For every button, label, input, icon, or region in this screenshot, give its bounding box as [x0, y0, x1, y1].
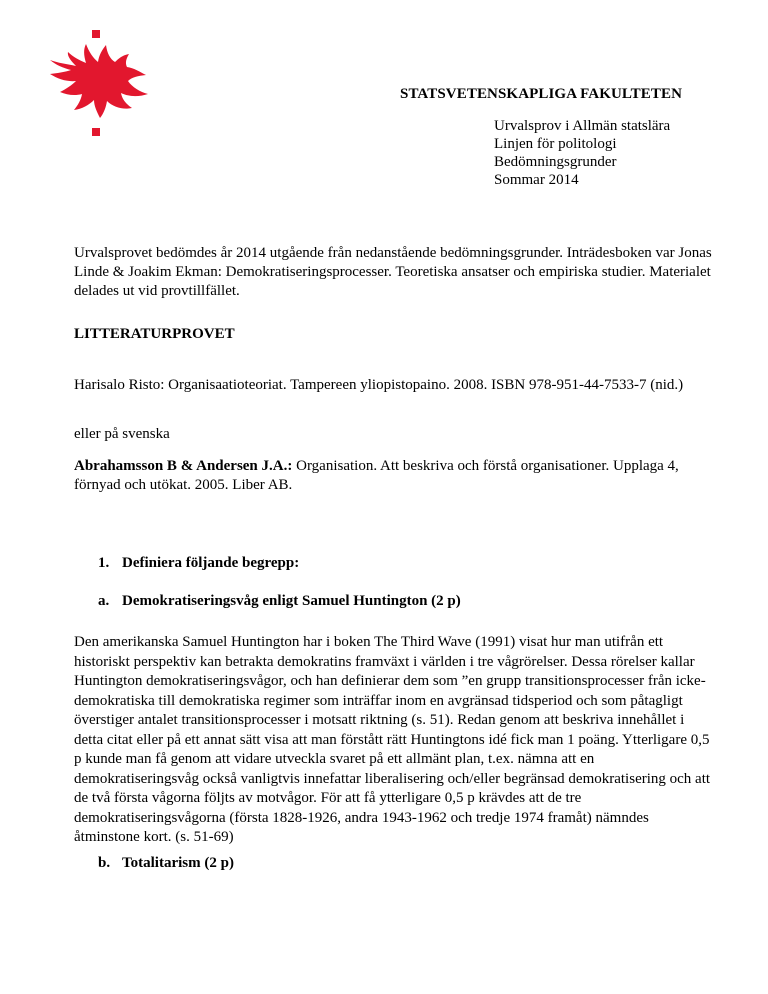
question-1a [98, 593, 461, 610]
question-1a-letter: a. [98, 593, 110, 609]
question-1a-text: Demokratiseringsvåg enligt Samuel Huntington (2 p) [122, 593, 461, 609]
reference-swedish [74, 457, 714, 495]
reference-finnish [74, 376, 714, 395]
section-heading: LITTERATURPROVET [74, 326, 235, 342]
question-1-text: Definiera följande begrepp: [122, 555, 300, 571]
intro-paragraph [74, 244, 714, 301]
or-swedish: eller på svenska [74, 426, 170, 442]
reference-swedish-authors: Abrahamsson B & Andersen J.A.: [74, 458, 293, 474]
answer-1a-text: Den amerikanska Samuel Huntington har i boken The Third Wave (1991) visat hur man utifrån ett historiskt perspektiv kan betrakta demokratins framväxt i världen i tre vågrörelser. Dessa rörelser kallar Huntington demokratiseringsvågor, och han definierar dem som ”en grupp transitionsprocesser från icke-demokratiska till demokratiska regimer som inträffar inom en avgränsad tidsperiod och som påtagligt överstiger antalet transitionsprocesser i motsatt riktning (s. 51). Redan genom att beskriva innehållet i detta citat eller på ett annat sätt visa att man förstått rätt Huntingtons idé fick man 1 poäng. Ytterligare 0,5 p kunde man få genom att vidare utveckla svaret på ett allmänt plan, t.ex. nämna att en demokratiseringsvåg också vanligtvis innefattar liberalisering och/eller begränsad demokratisering och att de två första vågorna följts av motvågor. För att få ytterligare 0,5 p krävdes att de tre demokratiseringsvågorna (första 1828-1926, andra 1943-1962 och tredje 1974 framåt) nämndes åtminstone kort. (s. 51-69) [74, 634, 711, 845]
faculty-name: STATSVETENSKAPLIGA FAKULTETEN [400, 86, 683, 102]
question-1b-text: Totalitarism (2 p) [122, 855, 234, 871]
meta-line-exam: Urvalsprov i Allmän statslära [494, 118, 671, 134]
document-meta [494, 117, 670, 189]
intro-text: Urvalsprovet bedömdes år 2014 utgående från nedanstående bedömningsgrunder. Inträdesboken var Jonas Linde & Joakim Ekman: Demokratiseringsprocesser. Teoretiska ansatser och empiriska studier. Materialet delades ut vid provtillfället. [74, 245, 712, 299]
meta-line-type: Bedömningsgrunder [494, 154, 617, 170]
reference-swedish-title: Organisation. Att beskriva och förstå organisationer. Upplaga 4, förnyad och utökat. 2005. Liber AB. [74, 458, 679, 493]
meta-line-term: Sommar 2014 [494, 172, 579, 188]
question-1 [98, 555, 299, 572]
reference-finnish-text: Harisalo Risto: Organisaatioteoriat. Tampereen yliopistopaino. 2008. ISBN 978-951-44-7533-7 (nid.) [74, 377, 684, 393]
meta-line-program: Linjen för politologi [494, 136, 617, 152]
answer-1a [74, 633, 714, 848]
university-flame-logo [36, 30, 156, 136]
question-1b-letter: b. [98, 855, 111, 871]
question-1b [98, 855, 234, 872]
question-1-number: 1. [98, 555, 110, 571]
